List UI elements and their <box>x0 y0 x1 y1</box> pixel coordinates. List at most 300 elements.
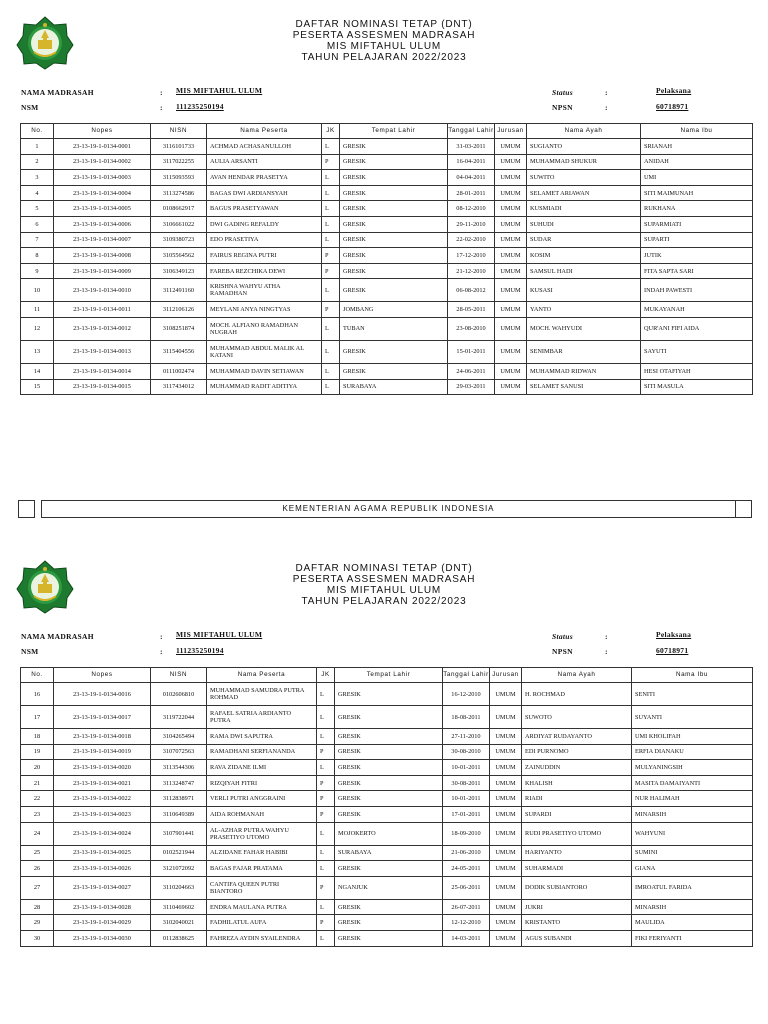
cell-nama-ibu: SENITI <box>632 683 753 706</box>
cell-no: 22 <box>21 791 54 807</box>
cell-nisn: 3110469602 <box>151 899 207 915</box>
cell-nama-ayah: SUHUDI <box>527 216 641 232</box>
cell-nama-ibu: MINARSIH <box>632 806 753 822</box>
cell-nopes: 23-13-19-1-0134-0010 <box>54 279 151 302</box>
cell-nama-peserta: AVAN HENDAR PRASETYA <box>207 170 322 186</box>
cell-nisn: 0108662917 <box>151 201 207 217</box>
cell-jurusan: UMUM <box>495 232 527 248</box>
cell-nisn: 0112838625 <box>151 930 207 946</box>
cell-nisn: 3115093593 <box>151 170 207 186</box>
cell-tanggal-lahir: 18-09-2010 <box>443 822 490 845</box>
status-value: Pelaksana <box>656 86 692 95</box>
cell-nama-ibu: INDAH PAWESTI <box>641 279 753 302</box>
cell-jk: P <box>322 154 340 170</box>
cell-nopes: 23-13-19-1-0134-0014 <box>54 363 151 379</box>
cell-jurusan: UMUM <box>490 845 522 861</box>
cell-nama-ibu: ERFIA DIANAKU <box>632 744 753 760</box>
cell-jurusan: UMUM <box>495 363 527 379</box>
cell-nama-peserta: AULIA ARSANTI <box>207 154 322 170</box>
cell-nama-peserta: MEYLANI ANYA NINGTYAS <box>207 302 322 318</box>
cell-nama-ayah: KRISTANTO <box>522 915 632 931</box>
cell-nama-ayah: KOSIM <box>527 248 641 264</box>
cell-no: 27 <box>21 876 54 899</box>
cell-no: 10 <box>21 279 54 302</box>
cell-nama-peserta: MUHAMMAD ABDUL MALIK AL KATANI <box>207 340 322 363</box>
cell-no: 15 <box>21 379 54 395</box>
cell-nisn: 3106349123 <box>151 263 207 279</box>
cell-nisn: 0102521944 <box>151 845 207 861</box>
cell-tempat-lahir: GRESIK <box>335 775 443 791</box>
cell-jurusan: UMUM <box>495 170 527 186</box>
cell-tempat-lahir: SURABAYA <box>335 845 443 861</box>
cell-jurusan: UMUM <box>495 263 527 279</box>
cell-nisn: 3108251874 <box>151 317 207 340</box>
col-header-nopes: Nopes <box>54 124 151 139</box>
cell-nisn: 3113274586 <box>151 185 207 201</box>
cell-nisn: 3105564562 <box>151 248 207 264</box>
table-row <box>21 775 753 791</box>
cell-tempat-lahir: GRESIK <box>335 729 443 745</box>
status-label: Status <box>552 88 573 97</box>
cell-jurusan: UMUM <box>490 706 522 729</box>
colon: : <box>160 103 163 112</box>
cell-nopes: 23-13-19-1-0134-0003 <box>54 170 151 186</box>
table-row <box>21 845 753 861</box>
cell-tanggal-lahir: 29-11-2010 <box>448 216 495 232</box>
cell-nama-peserta: FADHILATUL AUFA <box>207 915 317 931</box>
cell-no: 18 <box>21 729 54 745</box>
cell-jk: L <box>322 139 340 155</box>
cell-tanggal-lahir: 24-05-2011 <box>443 861 490 877</box>
cell-nama-ayah: EDI PURNOMO <box>522 744 632 760</box>
cell-nama-peserta: BAGAS FAJAR PRATAMA <box>207 861 317 877</box>
cell-jk: P <box>322 302 340 318</box>
cell-jurusan: UMUM <box>495 248 527 264</box>
cell-nama-ibu: MASITA DAMAIYANTI <box>632 775 753 791</box>
cell-tanggal-lahir: 10-01-2011 <box>443 760 490 776</box>
cell-nama-peserta: ENDRA MAULANA PUTRA <box>207 899 317 915</box>
cell-nama-ayah: SUPARDI <box>522 806 632 822</box>
cell-jk: L <box>322 340 340 363</box>
cell-jurusan: UMUM <box>495 201 527 217</box>
cell-nama-ayah: SENIMBAR <box>527 340 641 363</box>
cell-nopes: 23-13-19-1-0134-0016 <box>54 683 151 706</box>
cell-nama-ayah: RUDI PRASETIYO UTOMO <box>522 822 632 845</box>
cell-tempat-lahir: GRESIK <box>340 139 448 155</box>
colon: : <box>605 647 608 656</box>
cell-nama-peserta: ALZIDANE FAHAR HABIBI <box>207 845 317 861</box>
cell-nopes: 23-13-19-1-0134-0029 <box>54 915 151 931</box>
cell-nama-ibu: SUPARTI <box>641 232 753 248</box>
cell-nopes: 23-13-19-1-0134-0006 <box>54 216 151 232</box>
col-header-tanggal-lahir: Tanggal Lahir <box>443 668 490 683</box>
nominee-table-1 <box>20 123 753 395</box>
table-row <box>21 861 753 877</box>
cell-tanggal-lahir: 17-12-2010 <box>448 248 495 264</box>
cell-jk: L <box>317 706 335 729</box>
table-row <box>21 340 753 363</box>
cell-jk: P <box>317 806 335 822</box>
table-row <box>21 248 753 264</box>
cell-jk: P <box>317 775 335 791</box>
cell-jurusan: UMUM <box>490 760 522 776</box>
nsm-label: NSM <box>21 647 39 656</box>
cell-tanggal-lahir: 12-12-2010 <box>443 915 490 931</box>
colon: : <box>160 632 163 641</box>
col-header-nama-peserta: Nama Peserta <box>207 124 322 139</box>
cell-tanggal-lahir: 08-12-2010 <box>448 201 495 217</box>
table-row <box>21 302 753 318</box>
cell-tanggal-lahir: 21-06-2010 <box>443 845 490 861</box>
title-line-4: TAHUN PELAJARAN 2022/2023 <box>301 596 467 607</box>
cell-tempat-lahir: GRESIK <box>340 201 448 217</box>
cell-tanggal-lahir: 28-05-2011 <box>448 302 495 318</box>
nsm-value: 111235250194 <box>176 646 224 655</box>
cell-nama-ayah: MUHAMMAD SHUKUR <box>527 154 641 170</box>
cell-jurusan: UMUM <box>495 216 527 232</box>
cell-tanggal-lahir: 04-04-2011 <box>448 170 495 186</box>
cell-nopes: 23-13-19-1-0134-0008 <box>54 248 151 264</box>
cell-tanggal-lahir: 14-03-2011 <box>443 930 490 946</box>
cell-tanggal-lahir: 30-08-2011 <box>443 775 490 791</box>
cell-no: 16 <box>21 683 54 706</box>
cell-nama-peserta: FAHREZA AYDIN SYAILENDRA <box>207 930 317 946</box>
cell-nama-ayah: ZAINUDDIN <box>522 760 632 776</box>
cell-tanggal-lahir: 26-07-2011 <box>443 899 490 915</box>
cell-nama-ayah: YANTO <box>527 302 641 318</box>
cell-nama-peserta: MUHAMMAD SAMUDRA PUTRA ROHMAD <box>207 683 317 706</box>
cell-jk: L <box>317 861 335 877</box>
npsn-value: 60718971 <box>656 102 689 111</box>
cell-nopes: 23-13-19-1-0134-0004 <box>54 185 151 201</box>
cell-jk: L <box>322 317 340 340</box>
cell-nama-ayah: DODIK SUBIANTORO <box>522 876 632 899</box>
cell-nopes: 23-13-19-1-0134-0025 <box>54 845 151 861</box>
cell-tempat-lahir: GRESIK <box>340 232 448 248</box>
cell-jk: L <box>317 760 335 776</box>
cell-nisn: 3121072092 <box>151 861 207 877</box>
status-label: Status <box>552 632 573 641</box>
cell-no: 6 <box>21 216 54 232</box>
cell-nisn: 3117434012 <box>151 379 207 395</box>
cell-tanggal-lahir: 15-01-2011 <box>448 340 495 363</box>
cell-nama-ibu: MUKAYANAH <box>641 302 753 318</box>
kemenag-label: KEMENTERIAN AGAMA REPUBLIK INDONESIA <box>41 500 736 518</box>
cell-nama-ibu: UMI <box>641 170 753 186</box>
cell-no: 2 <box>21 154 54 170</box>
cell-tempat-lahir: SURABAYA <box>340 379 448 395</box>
cell-tempat-lahir: GRESIK <box>340 185 448 201</box>
col-header-nama-ayah: Nama Ayah <box>522 668 632 683</box>
cell-nopes: 23-13-19-1-0134-0018 <box>54 729 151 745</box>
cell-nama-ibu: NUR HALIMAH <box>632 791 753 807</box>
table-row <box>21 876 753 899</box>
cell-nama-ayah: SELAMET ARIAWAN <box>527 185 641 201</box>
cell-nama-ibu: MULYANINGSIH <box>632 760 753 776</box>
cell-nama-ibu: ANIDAH <box>641 154 753 170</box>
cell-jk: P <box>317 915 335 931</box>
cell-nama-ibu: SUMINI <box>632 845 753 861</box>
table-row <box>21 683 753 706</box>
cell-nisn: 3106661022 <box>151 216 207 232</box>
cell-no: 9 <box>21 263 54 279</box>
npsn-label: NPSN <box>552 647 573 656</box>
cell-nama-ibu: JUTIK <box>641 248 753 264</box>
col-header-nama-ibu: Nama Ibu <box>641 124 753 139</box>
cell-jk: P <box>317 744 335 760</box>
colon: : <box>605 103 608 112</box>
cell-nama-ayah: HARIYANTO <box>522 845 632 861</box>
cell-nama-ayah: SUGIANTO <box>527 139 641 155</box>
nsm-label: NSM <box>21 103 39 112</box>
table-header-row <box>21 668 753 683</box>
title-line-3: MIS MIFTAHUL ULUM <box>326 585 442 596</box>
cell-tanggal-lahir: 18-08-2011 <box>443 706 490 729</box>
col-header-tempat-lahir: Tempat Lahir <box>340 124 448 139</box>
cell-nama-ibu: SUYANTI <box>632 706 753 729</box>
cell-nama-ayah: SUWITO <box>527 170 641 186</box>
cell-jk: L <box>322 216 340 232</box>
cell-nama-peserta: BAGUS PRASETYAWAN <box>207 201 322 217</box>
cell-nopes: 23-13-19-1-0134-0011 <box>54 302 151 318</box>
col-header-jk: JK <box>322 124 340 139</box>
table-row <box>21 706 753 729</box>
cell-nama-peserta: AL-AZHAR PUTRA WAHYU PRASETIYO UTOMO <box>207 822 317 845</box>
cell-jurusan: UMUM <box>495 340 527 363</box>
cell-nisn: 3113248747 <box>151 775 207 791</box>
cell-jurusan: UMUM <box>495 279 527 302</box>
cell-nama-ayah: SAMSUL HADI <box>527 263 641 279</box>
cell-jurusan: UMUM <box>490 899 522 915</box>
cell-jk: P <box>317 876 335 899</box>
cell-nopes: 23-13-19-1-0134-0013 <box>54 340 151 363</box>
cell-nopes: 23-13-19-1-0134-0026 <box>54 861 151 877</box>
cell-tempat-lahir: GRESIK <box>335 683 443 706</box>
cell-nama-peserta: EDO PRASETIYA <box>207 232 322 248</box>
cell-no: 8 <box>21 248 54 264</box>
cell-nama-peserta: RAMA DWI SAPUTRA <box>207 729 317 745</box>
cell-nisn: 3116101733 <box>151 139 207 155</box>
cell-no: 21 <box>21 775 54 791</box>
table-row <box>21 363 753 379</box>
cell-nama-ayah: KHALISH <box>522 775 632 791</box>
colon: : <box>605 632 608 641</box>
cell-nama-ibu: SITI MAIMUNAH <box>641 185 753 201</box>
cell-tanggal-lahir: 31-03-2011 <box>448 139 495 155</box>
cell-tanggal-lahir: 16-04-2011 <box>448 154 495 170</box>
cell-no: 19 <box>21 744 54 760</box>
cell-no: 3 <box>21 170 54 186</box>
cell-nopes: 23-13-19-1-0134-0017 <box>54 706 151 729</box>
title-line-3: MIS MIFTAHUL ULUM <box>326 41 442 52</box>
table-row <box>21 232 753 248</box>
cell-nama-ibu: SRIANAH <box>641 139 753 155</box>
cell-nama-peserta: RIZQIYAH FITRI <box>207 775 317 791</box>
cell-nama-ibu: FIKI FERIYANTI <box>632 930 753 946</box>
npsn-label: NPSN <box>552 103 573 112</box>
cell-nisn: 3115404556 <box>151 340 207 363</box>
table-row <box>21 170 753 186</box>
cell-nama-ayah: JUKRI <box>522 899 632 915</box>
cell-jurusan: UMUM <box>495 185 527 201</box>
cell-nisn: 3104265494 <box>151 729 207 745</box>
cell-jk: L <box>317 822 335 845</box>
table-row <box>21 729 753 745</box>
cell-tempat-lahir: GRESIK <box>340 340 448 363</box>
cell-jurusan: UMUM <box>495 317 527 340</box>
cell-jk: L <box>322 279 340 302</box>
cell-nisn: 3119722044 <box>151 706 207 729</box>
cell-nama-ibu: IMROATUL FARIDA <box>632 876 753 899</box>
cell-tanggal-lahir: 22-02-2010 <box>448 232 495 248</box>
cell-no: 5 <box>21 201 54 217</box>
nominee-table-2 <box>20 667 753 947</box>
cell-nopes: 23-13-19-1-0134-0009 <box>54 263 151 279</box>
cell-nopes: 23-13-19-1-0134-0019 <box>54 744 151 760</box>
cell-nama-ayah: AGUS SUBANDI <box>522 930 632 946</box>
cell-no: 23 <box>21 806 54 822</box>
cell-nama-ibu: GIANA <box>632 861 753 877</box>
cell-tanggal-lahir: 17-01-2011 <box>443 806 490 822</box>
cell-tempat-lahir: TUBAN <box>340 317 448 340</box>
cell-tempat-lahir: GRESIK <box>335 791 443 807</box>
table-row <box>21 185 753 201</box>
cell-jurusan: UMUM <box>495 154 527 170</box>
cell-tanggal-lahir: 23-08-2010 <box>448 317 495 340</box>
col-header-no: No. <box>21 124 54 139</box>
table-row <box>21 379 753 395</box>
cell-no: 29 <box>21 915 54 931</box>
cell-nopes: 23-13-19-1-0134-0020 <box>54 760 151 776</box>
cell-nisn: 3113544306 <box>151 760 207 776</box>
cell-tempat-lahir: GRESIK <box>335 760 443 776</box>
cell-tempat-lahir: GRESIK <box>335 806 443 822</box>
cell-nama-ayah: RIADI <box>522 791 632 807</box>
cell-nopes: 23-13-19-1-0134-0021 <box>54 775 151 791</box>
col-header-no: No. <box>21 668 54 683</box>
cell-nama-ayah: MOCH. WAHYUDI <box>527 317 641 340</box>
cell-no: 17 <box>21 706 54 729</box>
cell-jk: L <box>322 185 340 201</box>
right-square <box>735 500 752 518</box>
cell-nama-peserta: RAFAEL SATRIA ARDIANTO PUTRA <box>207 706 317 729</box>
cell-jk: P <box>317 791 335 807</box>
cell-jk: L <box>317 729 335 745</box>
cell-nama-peserta: VERLI PUTRI ANGGRAINI <box>207 791 317 807</box>
cell-nama-peserta: ACHMAD ACHASANULLOH <box>207 139 322 155</box>
document-title <box>0 563 768 607</box>
col-header-nisn: NISN <box>151 668 207 683</box>
cell-no: 25 <box>21 845 54 861</box>
cell-no: 20 <box>21 760 54 776</box>
nama-madrasah-label: NAMA MADRASAH <box>21 632 94 641</box>
cell-nama-ibu: MAULIDA <box>632 915 753 931</box>
table-row <box>21 317 753 340</box>
cell-nama-ibu: WAHYUNI <box>632 822 753 845</box>
table-row <box>21 744 753 760</box>
cell-nama-ibu: UMI KHOLIFAH <box>632 729 753 745</box>
cell-nisn: 3110649389 <box>151 806 207 822</box>
cell-nama-ibu: FITA SAPTA SARI <box>641 263 753 279</box>
cell-nopes: 23-13-19-1-0134-0022 <box>54 791 151 807</box>
cell-tempat-lahir: JOMBANG <box>340 302 448 318</box>
cell-tempat-lahir: GRESIK <box>335 899 443 915</box>
cell-jurusan: UMUM <box>495 302 527 318</box>
cell-jurusan: UMUM <box>490 861 522 877</box>
title-line-2: PESERTA ASSESMEN MADRASAH <box>292 30 476 41</box>
cell-nopes: 23-13-19-1-0134-0007 <box>54 232 151 248</box>
cell-tanggal-lahir: 21-12-2010 <box>448 263 495 279</box>
cell-jk: L <box>322 232 340 248</box>
cell-nama-ibu: SAYUTI <box>641 340 753 363</box>
cell-nisn: 0111002474 <box>151 363 207 379</box>
cell-jurusan: UMUM <box>490 822 522 845</box>
document-title <box>0 19 768 63</box>
cell-jk: L <box>317 683 335 706</box>
cell-nopes: 23-13-19-1-0134-0028 <box>54 899 151 915</box>
table-row <box>21 760 753 776</box>
table-row <box>21 806 753 822</box>
nsm-value: 111235250194 <box>176 102 224 111</box>
cell-nama-ibu: RUKHANA <box>641 201 753 217</box>
cell-jurusan: UMUM <box>490 791 522 807</box>
cell-no: 4 <box>21 185 54 201</box>
cell-nopes: 23-13-19-1-0134-0005 <box>54 201 151 217</box>
cell-jk: L <box>322 201 340 217</box>
kemenag-footer-bar <box>18 500 752 518</box>
table-row <box>21 791 753 807</box>
col-header-tanggal-lahir: Tanggal Lahir <box>448 124 495 139</box>
title-line-1: DAFTAR NOMINASI TETAP (DNT) <box>295 563 473 574</box>
cell-tempat-lahir: GRESIK <box>335 861 443 877</box>
cell-nama-peserta: MUHAMMAD RADIT ADITIYA <box>207 379 322 395</box>
col-header-nama-ibu: Nama Ibu <box>632 668 753 683</box>
cell-nama-peserta: MOCH. ALFIANO RAMADHAN NUGRAH <box>207 317 322 340</box>
colon: : <box>605 88 608 97</box>
table-row <box>21 899 753 915</box>
cell-jk: L <box>317 899 335 915</box>
cell-nisn: 3112491160 <box>151 279 207 302</box>
cell-no: 30 <box>21 930 54 946</box>
cell-tanggal-lahir: 30-08-2010 <box>443 744 490 760</box>
cell-nisn: 3102040021 <box>151 915 207 931</box>
nama-madrasah-value: MIS MIFTAHUL ULUM <box>176 86 263 95</box>
table-row <box>21 915 753 931</box>
cell-no: 24 <box>21 822 54 845</box>
cell-tempat-lahir: NGANJUK <box>335 876 443 899</box>
cell-tempat-lahir: GRESIK <box>340 363 448 379</box>
cell-nama-ayah: KUSMIADI <box>527 201 641 217</box>
table-row <box>21 279 753 302</box>
cell-nama-peserta: RAMADHANI SERFIANANDA <box>207 744 317 760</box>
cell-no: 1 <box>21 139 54 155</box>
cell-jk: L <box>322 363 340 379</box>
cell-nama-ayah: H. ROCHMAD <box>522 683 632 706</box>
cell-nisn: 3107072563 <box>151 744 207 760</box>
nama-madrasah-value: MIS MIFTAHUL ULUM <box>176 630 263 639</box>
cell-tempat-lahir: GRESIK <box>340 248 448 264</box>
cell-tempat-lahir: GRESIK <box>340 263 448 279</box>
cell-tempat-lahir: GRESIK <box>340 279 448 302</box>
title-line-4: TAHUN PELAJARAN 2022/2023 <box>301 52 467 63</box>
cell-tanggal-lahir: 16-12-2010 <box>443 683 490 706</box>
cell-nama-ibu: SUPARMIATI <box>641 216 753 232</box>
cell-nama-ibu: MINARSIH <box>632 899 753 915</box>
col-header-jurusan: Jurusan <box>490 668 522 683</box>
cell-tanggal-lahir: 25-06-2011 <box>443 876 490 899</box>
colon: : <box>160 647 163 656</box>
cell-nopes: 23-13-19-1-0134-0015 <box>54 379 151 395</box>
